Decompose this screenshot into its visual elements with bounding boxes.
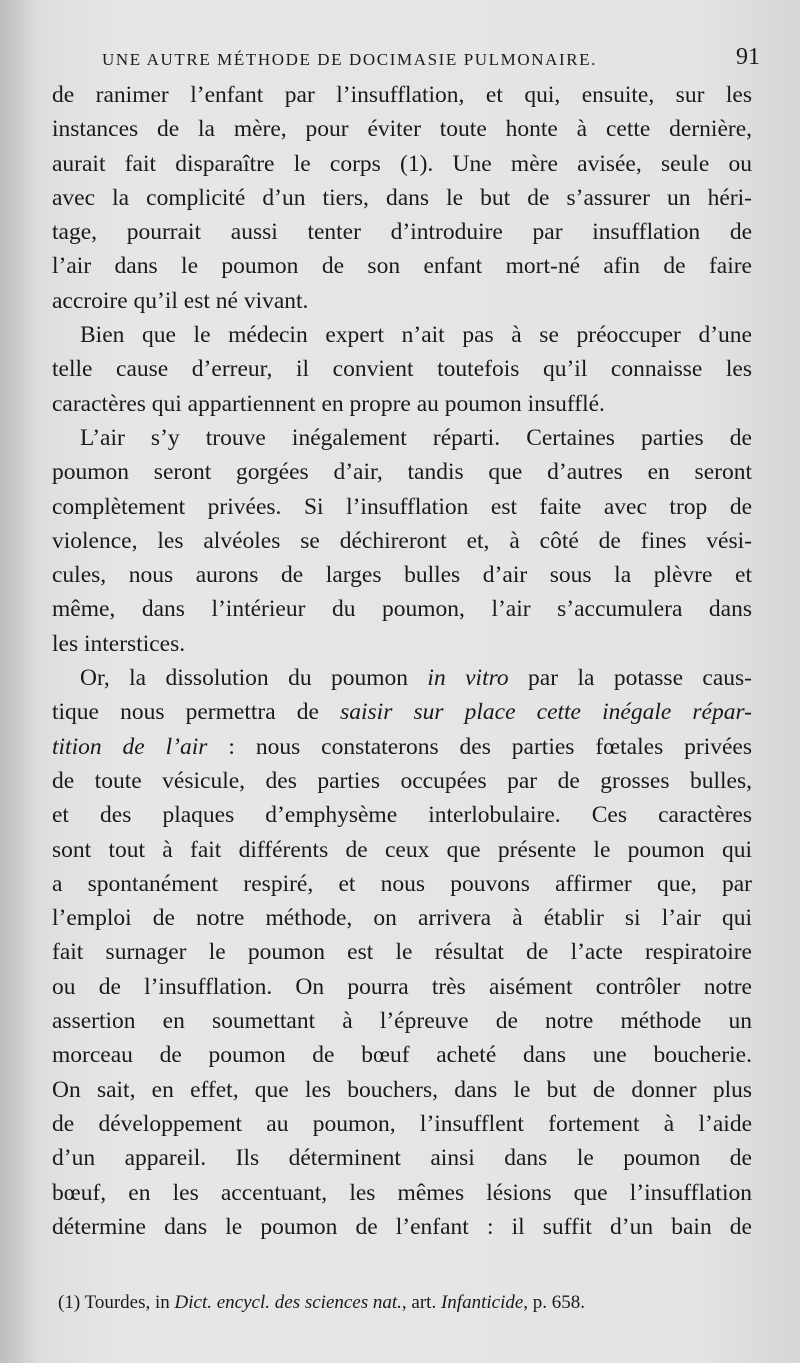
text-line: morceau de poumon de bœuf acheté dans une boucherie. xyxy=(52,1042,752,1069)
text-span: , art. xyxy=(401,1292,441,1313)
text-line: cules, nous aurons de larges bulles d’air sous la plèvre et xyxy=(52,562,752,589)
text-line: bœuf, en les accentuant, les mêmes lésions que l’insufflation xyxy=(52,1179,752,1206)
text-line: poumon seront gorgées d’air, tandis que d’autres en seront xyxy=(52,459,752,486)
text-line: les interstices. xyxy=(52,630,186,657)
text-line: L’air s’y trouve inégalement réparti. Certaines parties de xyxy=(80,424,752,451)
text-span: par la potasse caus- xyxy=(508,665,752,692)
text-line: de toute vésicule, des parties occupées par de grosses bulles, xyxy=(52,767,752,794)
text-line: détermine dans le poumon de l’enfant : il suffit d’un bain de xyxy=(52,1213,752,1240)
text-line: complètement privées. Si l’insufflation est faite avec trop de xyxy=(52,493,752,520)
text-line: Bien que le médecin expert n’ait pas à se préoccuper d’une xyxy=(80,322,752,349)
text-line: instances de la mère, pour éviter toute honte à cette dernière, xyxy=(52,116,752,143)
text-line: On sait, en effet, que les bouchers, dans le but de donner plus xyxy=(52,1076,752,1103)
text-line: de développement au poumon, l’insufflent fortement à l’aide xyxy=(52,1110,752,1137)
body-text xyxy=(52,78,752,1244)
text-line: l’emploi de notre méthode, on arrivera à établir si l’air qui xyxy=(52,905,752,932)
text-line: l’air dans le poumon de son enfant mort-né afin de faire xyxy=(52,253,752,280)
text-line: a spontanément respiré, et nous pouvons affirmer que, par xyxy=(52,870,752,897)
running-head: UNE AUTRE MÉTHODE DE DOCIMASIE PULMONAIRE. xyxy=(102,50,598,69)
text-line: caractères qui appartiennent en propre au poumon insufflé. xyxy=(52,390,605,417)
italic-text: Infanticide xyxy=(440,1292,524,1313)
italic-text: tition de l’air xyxy=(52,733,208,760)
italic-text: in vitro xyxy=(427,665,509,692)
text-line: même, dans l’intérieur du poumon, l’air s’accumulera dans xyxy=(52,596,752,623)
text-line: de ranimer l’enfant par l’insufflation, et qui, ensuite, sur les xyxy=(52,82,752,108)
text-line xyxy=(52,661,752,695)
italic-text: Dict. encycl. des sciences nat. xyxy=(174,1292,402,1313)
text-span: , p. 658. xyxy=(523,1292,586,1313)
text-line: violence, les alvéoles se déchireront et, à côté de fines vési- xyxy=(52,527,752,554)
text-line: aurait fait disparaître le corps (1). Une mère avisée, seule ou xyxy=(52,150,752,177)
page-number: 91 xyxy=(736,44,760,70)
text-line: ou de l’insufflation. On pourra très aisément contrôler notre xyxy=(52,973,752,1000)
text-span: : nous constaterons des parties fœtales privées xyxy=(207,733,752,760)
text-line xyxy=(52,730,752,764)
text-line: et des plaques d’emphysème interlobulaire. Ces caractères xyxy=(52,802,752,829)
text-line: d’un appareil. Ils déterminent ainsi dans le poumon de xyxy=(52,1145,752,1172)
text-span: Or, la dissolution du poumon xyxy=(80,665,428,692)
text-line: fait surnager le poumon est le résultat de l’acte respiratoire xyxy=(52,939,752,966)
text-line: avec la complicité d’un tiers, dans le but de s’assurer un héri- xyxy=(52,184,752,211)
text-line xyxy=(52,695,752,729)
text-line: tage, pourrait aussi tenter d’introduire par insufflation de xyxy=(52,219,752,246)
text-line: accroire qu’il est né vivant. xyxy=(52,287,309,314)
italic-text: saisir sur place cette inégale répar- xyxy=(340,699,752,726)
text-line: assertion en soumettant à l’épreuve de notre méthode un xyxy=(52,1008,752,1035)
text-span: tique nous permettra de xyxy=(52,699,341,726)
text-line: telle cause d’erreur, il convient toutefois qu’il connaisse les xyxy=(52,356,752,383)
text-line: sont tout à fait différents de ceux que présente le poumon qui xyxy=(52,836,752,863)
footnote xyxy=(58,1289,758,1317)
text-span: (1) Tourdes, in xyxy=(58,1292,175,1313)
